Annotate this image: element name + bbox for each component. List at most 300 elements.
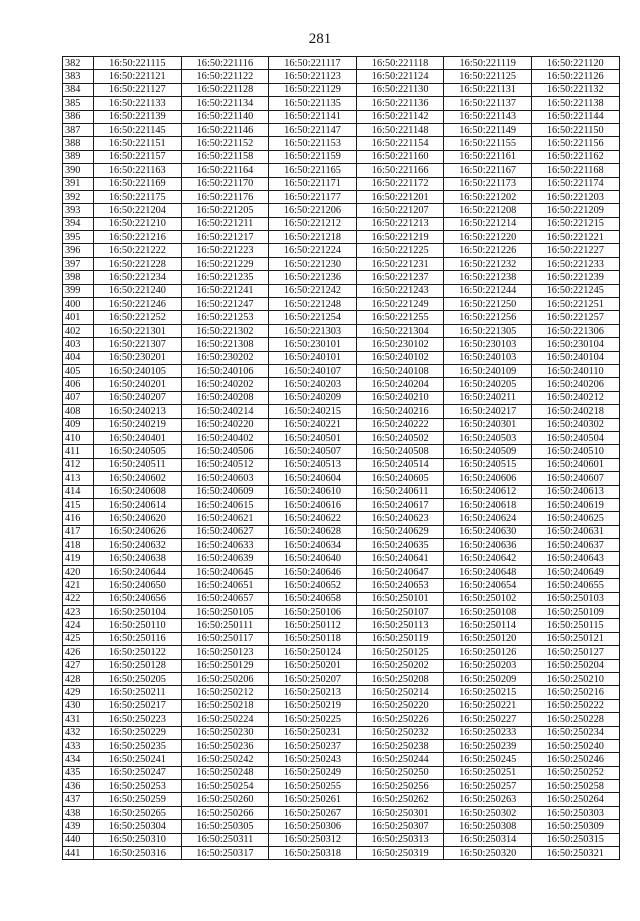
cadastral-code-cell: 16:50:221155 xyxy=(444,137,532,150)
cadastral-code-cell: 16:50:221218 xyxy=(269,231,357,244)
cadastral-code-cell: 16:50:250248 xyxy=(181,766,269,779)
cadastral-code-cell: 16:50:221159 xyxy=(269,150,357,163)
row-number: 435 xyxy=(63,766,94,779)
cadastral-code-cell: 16:50:250205 xyxy=(94,672,182,685)
cadastral-code-cell: 16:50:221205 xyxy=(181,204,269,217)
cadastral-code-cell: 16:50:221146 xyxy=(181,123,269,136)
cadastral-code-cell: 16:50:240210 xyxy=(356,391,444,404)
cadastral-code-cell: 16:50:221150 xyxy=(531,123,619,136)
table-row xyxy=(63,57,620,70)
table-row xyxy=(63,498,620,511)
cadastral-code-cell: 16:50:240644 xyxy=(94,565,182,578)
cadastral-code-cell: 16:50:240651 xyxy=(181,579,269,592)
cadastral-code-cell: 16:50:240208 xyxy=(181,391,269,404)
cadastral-code-cell: 16:50:250256 xyxy=(356,780,444,793)
row-number: 394 xyxy=(63,217,94,230)
table-row xyxy=(63,405,620,418)
table-row xyxy=(63,164,620,177)
cadastral-code-cell: 16:50:240646 xyxy=(269,565,357,578)
row-number: 422 xyxy=(63,592,94,605)
cadastral-code-cell: 16:50:250250 xyxy=(356,766,444,779)
cadastral-code-cell: 16:50:240501 xyxy=(269,431,357,444)
row-number: 385 xyxy=(63,97,94,110)
cadastral-code-cell: 16:50:240221 xyxy=(269,418,357,431)
cadastral-code-cell: 16:50:221249 xyxy=(356,298,444,311)
cadastral-code-cell: 16:50:250312 xyxy=(269,833,357,846)
cadastral-code-cell: 16:50:221233 xyxy=(531,257,619,270)
cadastral-code-cell: 16:50:221256 xyxy=(444,311,532,324)
cadastral-code-cell: 16:50:250263 xyxy=(444,793,532,806)
cadastral-code-cell: 16:50:221154 xyxy=(356,137,444,150)
cadastral-code-cell: 16:50:250310 xyxy=(94,833,182,846)
cadastral-code-cell: 16:50:250104 xyxy=(94,606,182,619)
cadastral-code-cell: 16:50:221127 xyxy=(94,83,182,96)
cadastral-code-cell: 16:50:221115 xyxy=(94,57,182,70)
cadastral-code-cell: 16:50:250219 xyxy=(269,699,357,712)
cadastral-code-cell: 16:50:221169 xyxy=(94,177,182,190)
cadastral-code-cell: 16:50:221164 xyxy=(181,164,269,177)
cadastral-code-cell: 16:50:221252 xyxy=(94,311,182,324)
cadastral-code-cell: 16:50:240507 xyxy=(269,445,357,458)
cadastral-code-cell: 16:50:221123 xyxy=(269,70,357,83)
cadastral-code-cell: 16:50:240620 xyxy=(94,512,182,525)
cadastral-code-cell: 16:50:240216 xyxy=(356,405,444,418)
table-row xyxy=(63,83,620,96)
cadastral-code-cell: 16:50:221167 xyxy=(444,164,532,177)
cadastral-code-cell: 16:50:221119 xyxy=(444,57,532,70)
cadastral-code-cell: 16:50:221244 xyxy=(444,284,532,297)
cadastral-code-cell: 16:50:250245 xyxy=(444,753,532,766)
cadastral-code-cell: 16:50:240616 xyxy=(269,498,357,511)
cadastral-code-cell: 16:50:250214 xyxy=(356,686,444,699)
cadastral-code-cell: 16:50:250260 xyxy=(181,793,269,806)
cadastral-code-cell: 16:50:250321 xyxy=(531,847,619,860)
table-row xyxy=(63,298,620,311)
cadastral-code-cell: 16:50:221220 xyxy=(444,231,532,244)
cadastral-code-cell: 16:50:240618 xyxy=(444,498,532,511)
cadastral-code-cell: 16:50:221207 xyxy=(356,204,444,217)
cadastral-code-cell: 16:50:250234 xyxy=(531,726,619,739)
cadastral-code-cell: 16:50:240514 xyxy=(356,458,444,471)
cadastral-code-cell: 16:50:250118 xyxy=(269,632,357,645)
cadastral-code-cell: 16:50:221240 xyxy=(94,284,182,297)
cadastral-code-cell: 16:50:250255 xyxy=(269,780,357,793)
table-row xyxy=(63,793,620,806)
cadastral-code-cell: 16:50:240101 xyxy=(269,351,357,364)
cadastral-code-cell: 16:50:230201 xyxy=(94,351,182,364)
cadastral-code-cell: 16:50:221223 xyxy=(181,244,269,257)
cadastral-code-cell: 16:50:240608 xyxy=(94,485,182,498)
cadastral-code-cell: 16:50:250238 xyxy=(356,739,444,752)
cadastral-code-cell: 16:50:250233 xyxy=(444,726,532,739)
row-number: 436 xyxy=(63,780,94,793)
cadastral-code-cell: 16:50:250120 xyxy=(444,632,532,645)
cadastral-code-cell: 16:50:240628 xyxy=(269,525,357,538)
cadastral-code-cell: 16:50:240508 xyxy=(356,445,444,458)
cadastral-code-cell: 16:50:221251 xyxy=(531,298,619,311)
cadastral-code-cell: 16:50:240609 xyxy=(181,485,269,498)
table-row xyxy=(63,619,620,632)
cadastral-code-cell: 16:50:221176 xyxy=(181,190,269,203)
row-number: 411 xyxy=(63,445,94,458)
cadastral-code-cell: 16:50:240102 xyxy=(356,351,444,364)
cadastral-code-cell: 16:50:250206 xyxy=(181,672,269,685)
cadastral-code-cell: 16:50:250252 xyxy=(531,766,619,779)
table-row xyxy=(63,110,620,123)
cadastral-code-cell: 16:50:250236 xyxy=(181,739,269,752)
cadastral-code-cell: 16:50:221245 xyxy=(531,284,619,297)
cadastral-code-cell: 16:50:250216 xyxy=(531,686,619,699)
row-number: 388 xyxy=(63,137,94,150)
table-row xyxy=(63,150,620,163)
cadastral-code-cell: 16:50:240503 xyxy=(444,431,532,444)
cadastral-code-cell: 16:50:240402 xyxy=(181,431,269,444)
cadastral-code-cell: 16:50:250107 xyxy=(356,606,444,619)
cadastral-code-cell: 16:50:240617 xyxy=(356,498,444,511)
cadastral-code-cell: 16:50:221225 xyxy=(356,244,444,257)
cadastral-code-cell: 16:50:240220 xyxy=(181,418,269,431)
cadastral-code-cell: 16:50:240619 xyxy=(531,498,619,511)
cadastral-code-cell: 16:50:221131 xyxy=(444,83,532,96)
cadastral-code-cell: 16:50:250249 xyxy=(269,766,357,779)
cadastral-code-cell: 16:50:250117 xyxy=(181,632,269,645)
cadastral-code-cell: 16:50:250207 xyxy=(269,672,357,685)
cadastral-code-cell: 16:50:240639 xyxy=(181,552,269,565)
table-row xyxy=(63,686,620,699)
table-row xyxy=(63,472,620,485)
cadastral-code-cell: 16:50:250225 xyxy=(269,713,357,726)
table-row xyxy=(63,97,620,110)
table-row xyxy=(63,231,620,244)
cadastral-code-cell: 16:50:221168 xyxy=(531,164,619,177)
cadastral-code-cell: 16:50:240204 xyxy=(356,378,444,391)
row-number: 408 xyxy=(63,405,94,418)
cadastral-code-cell: 16:50:240656 xyxy=(94,592,182,605)
table-row xyxy=(63,177,620,190)
row-number: 398 xyxy=(63,271,94,284)
cadastral-code-cell: 16:50:240654 xyxy=(444,579,532,592)
row-number: 406 xyxy=(63,378,94,391)
cadastral-code-cell: 16:50:250220 xyxy=(356,699,444,712)
table-row xyxy=(63,217,620,230)
cadastral-code-cell: 16:50:250119 xyxy=(356,632,444,645)
row-number: 401 xyxy=(63,311,94,324)
cadastral-code-cell: 16:50:240604 xyxy=(269,472,357,485)
table-row xyxy=(63,672,620,685)
cadastral-code-cell: 16:50:221235 xyxy=(181,271,269,284)
cadastral-code-cell: 16:50:221221 xyxy=(531,231,619,244)
cadastral-code-cell: 16:50:250124 xyxy=(269,646,357,659)
cadastral-code-cell: 16:50:240653 xyxy=(356,579,444,592)
cadastral-code-cell: 16:50:221149 xyxy=(444,123,532,136)
cadastral-code-cell: 16:50:250239 xyxy=(444,739,532,752)
cadastral-code-cell: 16:50:240105 xyxy=(94,364,182,377)
cadastral-code-cell: 16:50:250309 xyxy=(531,820,619,833)
cadastral-code-cell: 16:50:221254 xyxy=(269,311,357,324)
table-row xyxy=(63,338,620,351)
cadastral-code-cell: 16:50:240632 xyxy=(94,539,182,552)
cadastral-code-cell: 16:50:221148 xyxy=(356,123,444,136)
table-row xyxy=(63,806,620,819)
cadastral-code-cell: 16:50:250209 xyxy=(444,672,532,685)
cadastral-code-cell: 16:50:240302 xyxy=(531,418,619,431)
cadastral-code-cell: 16:50:240634 xyxy=(269,539,357,552)
table-row xyxy=(63,391,620,404)
cadastral-code-cell: 16:50:250261 xyxy=(269,793,357,806)
cadastral-code-cell: 16:50:221121 xyxy=(94,70,182,83)
cadastral-code-cell: 16:50:221136 xyxy=(356,97,444,110)
cadastral-code-cell: 16:50:240607 xyxy=(531,472,619,485)
table-row xyxy=(63,257,620,270)
cadastral-code-cell: 16:50:221242 xyxy=(269,284,357,297)
row-number: 415 xyxy=(63,498,94,511)
cadastral-code-cell: 16:50:240642 xyxy=(444,552,532,565)
cadastral-code-cell: 16:50:250314 xyxy=(444,833,532,846)
cadastral-code-cell: 16:50:250203 xyxy=(444,659,532,672)
cadastral-code-cell: 16:50:221238 xyxy=(444,271,532,284)
table-row xyxy=(63,378,620,391)
cadastral-code-cell: 16:50:250228 xyxy=(531,713,619,726)
cadastral-code-cell: 16:50:240603 xyxy=(181,472,269,485)
cadastral-code-cell: 16:50:240103 xyxy=(444,351,532,364)
cadastral-code-cell: 16:50:221307 xyxy=(94,338,182,351)
cadastral-code-cell: 16:50:221208 xyxy=(444,204,532,217)
cadastral-code-cell: 16:50:240622 xyxy=(269,512,357,525)
cadastral-code-cell: 16:50:240636 xyxy=(444,539,532,552)
cadastral-code-cell: 16:50:250129 xyxy=(181,659,269,672)
cadastral-code-cell: 16:50:250210 xyxy=(531,672,619,685)
cadastral-code-cell: 16:50:221138 xyxy=(531,97,619,110)
cadastral-code-cell: 16:50:240612 xyxy=(444,485,532,498)
cadastral-code-cell: 16:50:240637 xyxy=(531,539,619,552)
cadastral-code-cell: 16:50:240211 xyxy=(444,391,532,404)
row-number: 421 xyxy=(63,579,94,592)
table-row xyxy=(63,324,620,337)
cadastral-code-cell: 16:50:250109 xyxy=(531,606,619,619)
cadastral-code-cell: 16:50:240207 xyxy=(94,391,182,404)
cadastral-code-cell: 16:50:250229 xyxy=(94,726,182,739)
cadastral-code-cell: 16:50:250307 xyxy=(356,820,444,833)
row-number: 419 xyxy=(63,552,94,565)
cadastral-code-cell: 16:50:240643 xyxy=(531,552,619,565)
row-number: 427 xyxy=(63,659,94,672)
cadastral-code-cell: 16:50:240657 xyxy=(181,592,269,605)
table-row xyxy=(63,137,620,150)
table-row xyxy=(63,190,620,203)
cadastral-code-cell: 16:50:240629 xyxy=(356,525,444,538)
cadastral-code-cell: 16:50:250315 xyxy=(531,833,619,846)
cadastral-code-cell: 16:50:240218 xyxy=(531,405,619,418)
cadastral-code-cell: 16:50:221128 xyxy=(181,83,269,96)
cadastral-code-cell: 16:50:221215 xyxy=(531,217,619,230)
cadastral-code-cell: 16:50:250317 xyxy=(181,847,269,860)
row-number: 420 xyxy=(63,565,94,578)
cadastral-code-cell: 16:50:240110 xyxy=(531,364,619,377)
row-number: 431 xyxy=(63,713,94,726)
cadastral-code-cell: 16:50:250240 xyxy=(531,739,619,752)
cadastral-code-cell: 16:50:221213 xyxy=(356,217,444,230)
cadastral-code-cell: 16:50:240623 xyxy=(356,512,444,525)
cadastral-code-cell: 16:50:250226 xyxy=(356,713,444,726)
cadastral-code-cell: 16:50:250211 xyxy=(94,686,182,699)
cadastral-code-cell: 16:50:221173 xyxy=(444,177,532,190)
cadastral-code-cell: 16:50:250126 xyxy=(444,646,532,659)
cadastral-code-cell: 16:50:230102 xyxy=(356,338,444,351)
cadastral-code-cell: 16:50:240635 xyxy=(356,539,444,552)
cadastral-code-cell: 16:50:250125 xyxy=(356,646,444,659)
cadastral-code-cell: 16:50:250237 xyxy=(269,739,357,752)
cadastral-code-cell: 16:50:221247 xyxy=(181,298,269,311)
cadastral-code-cell: 16:50:221303 xyxy=(269,324,357,337)
cadastral-code-cell: 16:50:250103 xyxy=(531,592,619,605)
cadastral-code-cell: 16:50:221162 xyxy=(531,150,619,163)
cadastral-code-cell: 16:50:221239 xyxy=(531,271,619,284)
cadastral-code-cell: 16:50:221117 xyxy=(269,57,357,70)
cadastral-code-cell: 16:50:250110 xyxy=(94,619,182,632)
table-row xyxy=(63,485,620,498)
table-row xyxy=(63,123,620,136)
cadastral-code-cell: 16:50:221170 xyxy=(181,177,269,190)
cadastral-code-cell: 16:50:240214 xyxy=(181,405,269,418)
table-row xyxy=(63,592,620,605)
row-number: 403 xyxy=(63,338,94,351)
row-number: 404 xyxy=(63,351,94,364)
cadastral-code-cell: 16:50:250222 xyxy=(531,699,619,712)
cadastral-code-cell: 16:50:240219 xyxy=(94,418,182,431)
cadastral-code-cell: 16:50:250101 xyxy=(356,592,444,605)
cadastral-code-cell: 16:50:221143 xyxy=(444,110,532,123)
cadastral-code-cell: 16:50:250303 xyxy=(531,806,619,819)
cadastral-code-cell: 16:50:240109 xyxy=(444,364,532,377)
cadastral-code-cell: 16:50:240106 xyxy=(181,364,269,377)
cadastral-code-cell: 16:50:250262 xyxy=(356,793,444,806)
cadastral-code-cell: 16:50:250215 xyxy=(444,686,532,699)
row-number: 438 xyxy=(63,806,94,819)
row-number: 418 xyxy=(63,539,94,552)
cadastral-code-cell: 16:50:240510 xyxy=(531,445,619,458)
cadastral-code-cell: 16:50:240515 xyxy=(444,458,532,471)
cadastral-code-cell: 16:50:240655 xyxy=(531,579,619,592)
cadastral-code-cell: 16:50:240301 xyxy=(444,418,532,431)
table-row xyxy=(63,699,620,712)
cadastral-code-cell: 16:50:250201 xyxy=(269,659,357,672)
cadastral-code-cell: 16:50:221246 xyxy=(94,298,182,311)
row-number: 417 xyxy=(63,525,94,538)
cadastral-code-cell: 16:50:221134 xyxy=(181,97,269,110)
cadastral-code-cell: 16:50:240201 xyxy=(94,378,182,391)
table-row xyxy=(63,552,620,565)
cadastral-code-cell: 16:50:240505 xyxy=(94,445,182,458)
cadastral-code-cell: 16:50:221141 xyxy=(269,110,357,123)
row-number: 396 xyxy=(63,244,94,257)
row-number: 382 xyxy=(63,57,94,70)
row-number: 430 xyxy=(63,699,94,712)
cadastral-code-cell: 16:50:250202 xyxy=(356,659,444,672)
cadastral-code-cell: 16:50:221129 xyxy=(269,83,357,96)
table-row xyxy=(63,244,620,257)
cadastral-code-cell: 16:50:221160 xyxy=(356,150,444,163)
cadastral-code-cell: 16:50:221157 xyxy=(94,150,182,163)
page-number: 281 xyxy=(308,31,332,47)
cadastral-code-cell: 16:50:240213 xyxy=(94,405,182,418)
cadastral-code-cell: 16:50:240640 xyxy=(269,552,357,565)
cadastral-code-cell: 16:50:250318 xyxy=(269,847,357,860)
table-row xyxy=(63,458,620,471)
cadastral-code-cell: 16:50:250244 xyxy=(356,753,444,766)
cadastral-code-cell: 16:50:240401 xyxy=(94,431,182,444)
cadastral-code-cell: 16:50:240621 xyxy=(181,512,269,525)
cadastral-code-cell: 16:50:240606 xyxy=(444,472,532,485)
cadastral-code-cell: 16:50:250213 xyxy=(269,686,357,699)
cadastral-code-cell: 16:50:240104 xyxy=(531,351,619,364)
cadastral-code-cell: 16:50:221125 xyxy=(444,70,532,83)
cadastral-code-cell: 16:50:240512 xyxy=(181,458,269,471)
cadastral-code-cell: 16:50:250208 xyxy=(356,672,444,685)
table-row xyxy=(63,659,620,672)
cadastral-code-cell: 16:50:250123 xyxy=(181,646,269,659)
cadastral-code-cell: 16:50:221202 xyxy=(444,190,532,203)
cadastral-code-cell: 16:50:250266 xyxy=(181,806,269,819)
row-number: 405 xyxy=(63,364,94,377)
cadastral-code-cell: 16:50:221122 xyxy=(181,70,269,83)
table-row xyxy=(63,713,620,726)
table-row xyxy=(63,271,620,284)
cadastral-code-cell: 16:50:240605 xyxy=(356,472,444,485)
cadastral-code-cell: 16:50:221226 xyxy=(444,244,532,257)
row-number: 437 xyxy=(63,793,94,806)
cadastral-code-cell: 16:50:221230 xyxy=(269,257,357,270)
row-number: 395 xyxy=(63,231,94,244)
cadastral-code-cell: 16:50:250247 xyxy=(94,766,182,779)
cadastral-code-cell: 16:50:221147 xyxy=(269,123,357,136)
row-number: 409 xyxy=(63,418,94,431)
cadastral-code-cell: 16:50:250265 xyxy=(94,806,182,819)
row-number: 387 xyxy=(63,123,94,136)
table-row xyxy=(63,431,620,444)
cadastral-code-cell: 16:50:221308 xyxy=(181,338,269,351)
cadastral-code-cell: 16:50:221257 xyxy=(531,311,619,324)
cadastral-code-cell: 16:50:221116 xyxy=(181,57,269,70)
row-number: 413 xyxy=(63,472,94,485)
cadastral-code-cell: 16:50:240108 xyxy=(356,364,444,377)
row-number: 400 xyxy=(63,298,94,311)
cadastral-code-cell: 16:50:240611 xyxy=(356,485,444,498)
row-number: 439 xyxy=(63,820,94,833)
cadastral-code-cell: 16:50:240641 xyxy=(356,552,444,565)
row-number: 414 xyxy=(63,485,94,498)
cadastral-code-cell: 16:50:240107 xyxy=(269,364,357,377)
row-number: 383 xyxy=(63,70,94,83)
cadastral-code-cell: 16:50:221216 xyxy=(94,231,182,244)
cadastral-codes-table xyxy=(62,56,620,860)
cadastral-code-cell: 16:50:240202 xyxy=(181,378,269,391)
row-number: 424 xyxy=(63,619,94,632)
cadastral-code-cell: 16:50:240222 xyxy=(356,418,444,431)
cadastral-code-cell: 16:50:221142 xyxy=(356,110,444,123)
cadastral-code-cell: 16:50:250246 xyxy=(531,753,619,766)
cadastral-code-cell: 16:50:221212 xyxy=(269,217,357,230)
cadastral-code-cell: 16:50:240648 xyxy=(444,565,532,578)
cadastral-code-cell: 16:50:250302 xyxy=(444,806,532,819)
table-row xyxy=(63,753,620,766)
cadastral-code-cell: 16:50:250113 xyxy=(356,619,444,632)
table-row xyxy=(63,632,620,645)
cadastral-code-cell: 16:50:240205 xyxy=(444,378,532,391)
cadastral-code-cell: 16:50:221203 xyxy=(531,190,619,203)
table-row xyxy=(63,820,620,833)
cadastral-code-cell: 16:50:221227 xyxy=(531,244,619,257)
cadastral-code-cell: 16:50:221206 xyxy=(269,204,357,217)
